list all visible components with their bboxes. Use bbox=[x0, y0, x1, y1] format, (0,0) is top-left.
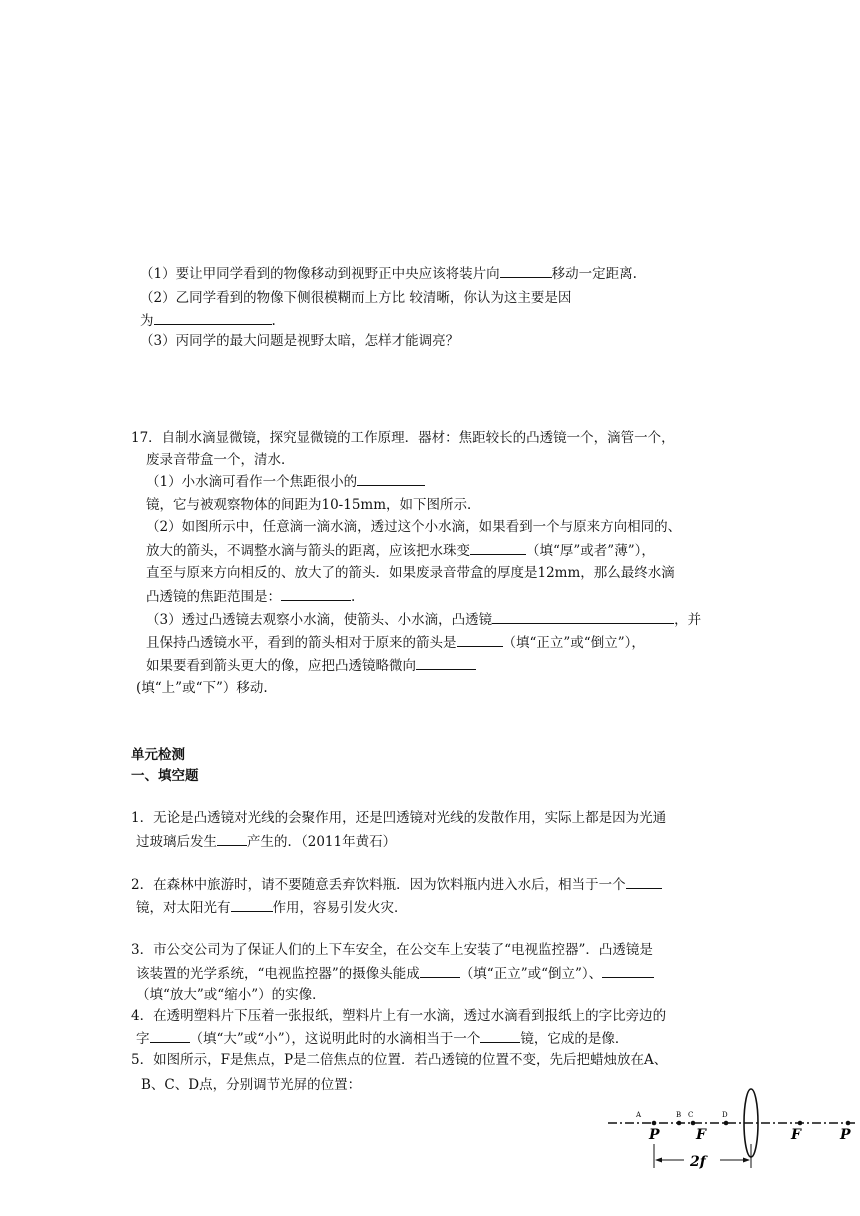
answer-blank[interactable] bbox=[231, 897, 273, 912]
q16-part1-text: （1）要让甲同学看到的物像移动到视野正中央应该将装片向 bbox=[140, 266, 500, 282]
label-p-left: P bbox=[649, 1127, 660, 1143]
unit-title: 单元检测 bbox=[131, 747, 185, 763]
q3-text: 该装置的光学系统，“电视监控器”的摄像头能成 bbox=[136, 966, 420, 982]
q16-part1-tail: 移动一定距离. bbox=[551, 266, 637, 282]
q2-text: 2．在森林中旅游时，请不要随意丢弃饮料瓶．因为饮料瓶内进入水后，相当于一个 bbox=[131, 877, 626, 893]
q3-hint: （填“正立”或“倒立”）、 bbox=[459, 966, 603, 982]
q17-part3-direction-text: 如果要看到箭头更大的像，应把凸透镜略微向 bbox=[146, 658, 416, 674]
q3-line3: （填“放大”或“缩小”）的实像． bbox=[136, 987, 326, 1003]
point-c-dot bbox=[691, 1121, 696, 1126]
q17-part3-line2 bbox=[146, 632, 645, 653]
q16-part2-prefix: 为 bbox=[140, 313, 154, 329]
q4-line2 bbox=[136, 1028, 628, 1049]
q16-part2-tail: . bbox=[271, 313, 276, 329]
point-p-right-dot bbox=[846, 1121, 851, 1126]
q1-line2 bbox=[136, 831, 396, 852]
q17-part3-line4: (填“上”或“下”）移动. bbox=[136, 680, 268, 696]
answer-blank[interactable] bbox=[154, 310, 272, 325]
q16-part1 bbox=[140, 263, 637, 284]
label-f-left: F bbox=[696, 1127, 706, 1143]
point-c-label: C bbox=[688, 1111, 694, 1119]
answer-blank[interactable] bbox=[500, 263, 552, 278]
dimension-arrow-right bbox=[743, 1158, 750, 1163]
point-b-dot bbox=[677, 1121, 682, 1126]
q4-tail: 镜，它成的是像． bbox=[520, 1031, 629, 1047]
q17-part1-text: （1）小水滴可看作一个焦距很小的 bbox=[146, 474, 358, 490]
lens-diagram bbox=[606, 1088, 860, 1188]
answer-blank[interactable] bbox=[470, 540, 526, 555]
q17-part3-line1 bbox=[146, 609, 701, 630]
q2-line2 bbox=[136, 897, 408, 918]
label-p-right: P bbox=[840, 1127, 851, 1143]
q17-part2-line2 bbox=[146, 540, 655, 561]
q17-part3-tail: ，并 bbox=[674, 612, 702, 628]
answer-blank[interactable] bbox=[150, 1028, 190, 1043]
answer-blank[interactable] bbox=[420, 963, 460, 978]
section-title: 一、填空题 bbox=[131, 768, 199, 784]
q17-part1-line2: 镜，它与被观察物体的间距为10-15mm，如下图所示． bbox=[146, 497, 481, 513]
answer-blank[interactable] bbox=[357, 471, 425, 486]
answer-blank[interactable] bbox=[492, 609, 674, 624]
q3-line1: 3．市公交公司为了保证人们的上下车安全，在公交车上安装了“电视监控器”．凸透镜是 bbox=[131, 942, 653, 958]
q16-part3: （3）丙同学的最大问题是视野太暗，怎样才能调亮？ bbox=[140, 333, 460, 349]
q17-part2-hint: （填“厚”或者”薄”）， bbox=[526, 543, 655, 559]
q17-part3-orientation-hint: （填“正立”或“倒立”）， bbox=[502, 635, 645, 651]
answer-blank[interactable] bbox=[480, 1028, 520, 1043]
q2-line1 bbox=[131, 874, 662, 895]
answer-blank[interactable] bbox=[457, 632, 503, 647]
q1-line1: 1．无论是凸透镜对光线的会聚作用，还是凹透镜对光线的发散作用，实际上都是因为光通 bbox=[131, 810, 667, 826]
q2-text-2: 镜，对太阳光有 bbox=[136, 900, 231, 916]
q4-text: 字 bbox=[136, 1031, 150, 1047]
q17-part2-text: 放大的箭头，不调整水滴与箭头的距离，应该把水珠变 bbox=[146, 543, 470, 559]
answer-blank[interactable] bbox=[416, 655, 476, 670]
q5-line1: 5．如图所示，F是焦点，P是二倍焦点的位置．若凸透镜的位置不变，先后把蜡烛放在A、 bbox=[131, 1052, 668, 1068]
point-a-label: A bbox=[636, 1111, 642, 1119]
q17-part2-line4 bbox=[146, 586, 355, 607]
answer-blank[interactable] bbox=[626, 874, 662, 889]
q17-part2-range-tail: . bbox=[351, 589, 356, 605]
q2-tail: 作用，容易引发火灾． bbox=[272, 900, 408, 916]
q5-line2: B、C、D点，分别调节光屏的位置： bbox=[141, 1077, 362, 1093]
q17-part3-orientation-text: 且保持凸透镜水平，看到的箭头相对于原来的箭头是 bbox=[146, 635, 457, 651]
q1-source: 产生的．（2011年黄石） bbox=[247, 834, 397, 850]
dimension-arrow-left bbox=[655, 1158, 662, 1163]
q16-part2-line2 bbox=[140, 310, 276, 331]
point-d-dot bbox=[724, 1121, 729, 1126]
q17-part1-line1 bbox=[146, 471, 425, 492]
answer-blank[interactable] bbox=[602, 963, 654, 978]
point-f-right-dot bbox=[798, 1121, 803, 1126]
answer-blank[interactable] bbox=[217, 831, 247, 846]
q16-part2-line1: （2）乙同学看到的物像下侧很模糊而上方比 较清晰，你认为这主要是因 bbox=[140, 290, 572, 306]
q17-part3-line3 bbox=[146, 655, 476, 676]
q17-part2-line1: （2）如图所示中，任意滴一滴水滴，透过这个小水滴，如果看到一个与原来方向相同的、 bbox=[146, 519, 682, 535]
point-d-label: D bbox=[722, 1111, 728, 1119]
answer-blank[interactable] bbox=[281, 586, 351, 601]
q4-line1: 4．在透明塑料片下压着一张报纸，塑料片上有一水滴，透过水滴看到报纸上的字比旁边的 bbox=[131, 1008, 667, 1024]
q17-part2-range-text: 凸透镜的焦距范围是： bbox=[146, 589, 281, 605]
q17-stem-line1: 17．自制水滴显微镜，探究显微镜的工作原理．器材：焦距较长的凸透镜一个，滴管一个， bbox=[131, 430, 675, 446]
q17-stem-line2: 废录音带盒一个，清水． bbox=[146, 452, 295, 468]
point-b-label: B bbox=[676, 1111, 682, 1119]
q17-part3-text: （3）透过凸透镜去观察小水滴，使箭头、小水滴，凸透镜 bbox=[146, 612, 493, 628]
q1-text: 过玻璃后发生 bbox=[136, 834, 217, 850]
q4-hint: （填“大”或“小”），这说明此时的水滴相当于一个 bbox=[189, 1031, 481, 1047]
point-a-dot bbox=[652, 1121, 657, 1126]
label-f-right: F bbox=[791, 1127, 801, 1143]
q17-part2-line3: 直至与原来方向相反的、放大了的箭头．如果废录音带盒的厚度是12mm，那么最终水滴 bbox=[146, 565, 675, 581]
q3-line2 bbox=[136, 963, 654, 984]
dimension-label: 2f bbox=[690, 1154, 706, 1170]
